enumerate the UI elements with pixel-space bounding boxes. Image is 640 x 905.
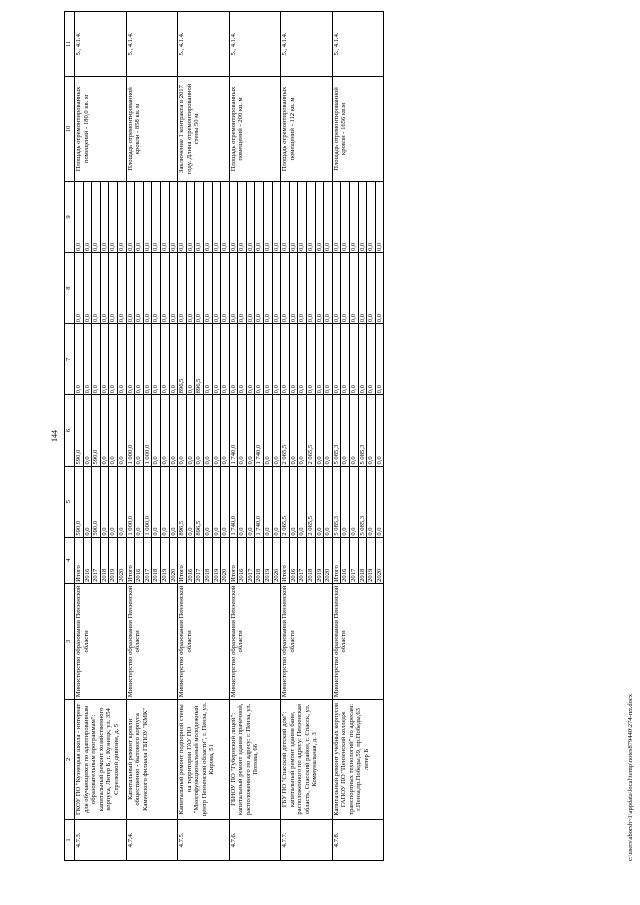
- col9-cell: 0,0: [298, 181, 307, 252]
- col6-cell: 0,0: [186, 395, 195, 466]
- col5-cell: 2 065,5: [307, 466, 316, 537]
- col8-cell: 0,0: [109, 253, 118, 324]
- col6-cell: 0,0: [160, 395, 169, 466]
- col5-cell: 0,0: [272, 466, 281, 537]
- col5-cell: 0,0: [238, 466, 247, 537]
- col5-cell: 1 740,0: [229, 466, 238, 537]
- col8-cell: 0,0: [160, 253, 169, 324]
- indicator-cell: Площадь отремонтированной кровли - 1656 кв.м: [332, 77, 384, 182]
- col5-cell: 0,0: [246, 466, 255, 537]
- col9-cell: 0,0: [238, 181, 247, 252]
- col5-cell: 0,0: [375, 466, 384, 537]
- col6-cell: 1 000,0: [126, 395, 135, 466]
- col5-cell: 0,0: [298, 466, 307, 537]
- col6-cell: 0,0: [169, 395, 178, 466]
- col7-cell: 0,0: [289, 324, 298, 395]
- header-row: [65, 12, 75, 861]
- col6-cell: 0,0: [135, 395, 144, 466]
- col9-cell: 0,0: [272, 181, 281, 252]
- col8-cell: 0,0: [135, 253, 144, 324]
- col7-cell: 0,0: [315, 324, 324, 395]
- col6-cell: 0,0: [117, 395, 126, 466]
- col9-cell: 0,0: [350, 181, 359, 252]
- table-row: [229, 12, 238, 861]
- col9-cell: 0,0: [307, 181, 316, 252]
- year-cell: 2017: [298, 537, 307, 583]
- col8-cell: 0,0: [229, 253, 238, 324]
- col9-cell: 0,0: [143, 181, 152, 252]
- header-cell: 11: [65, 12, 75, 77]
- col6-cell: 0,0: [324, 395, 333, 466]
- year-cell: 2019: [212, 537, 221, 583]
- page-number: 144: [50, 430, 59, 442]
- col8-cell: 0,0: [83, 253, 92, 324]
- col5-cell: 0,0: [341, 466, 350, 537]
- col5-cell: 0,0: [160, 466, 169, 537]
- year-cell: 2016: [238, 537, 247, 583]
- col6-cell: 0,0: [350, 395, 359, 466]
- year-cell: 2019: [109, 537, 118, 583]
- col5-cell: 896,5: [195, 466, 204, 537]
- year-cell: 2017: [350, 537, 359, 583]
- col9-cell: 0,0: [255, 181, 264, 252]
- executor-cell: Министерство образования Пензенской области: [178, 583, 230, 699]
- col7-cell: 896,5: [195, 324, 204, 395]
- col9-cell: 0,0: [324, 181, 333, 252]
- col9-cell: 0,0: [135, 181, 144, 252]
- col8-cell: 0,0: [169, 253, 178, 324]
- col9-cell: 0,0: [289, 181, 298, 252]
- col7-cell: 0,0: [255, 324, 264, 395]
- col7-cell: 0,0: [350, 324, 359, 395]
- year-cell: 2016: [341, 537, 350, 583]
- col8-cell: 0,0: [315, 253, 324, 324]
- item-name-cell: Капитальный ремонт учебных корпусов ГАПОУ ПО "Пензенский колледж транспортных технологий" по адресам: г.Пенза,пр.Победы,59, пр.Победы,63 литер Б: [332, 699, 384, 819]
- item-name-cell: Капитальный ремонт кровли общественно - бытового корпуса Каменского филиала ГБПОУ "КМК": [126, 699, 178, 819]
- indicator-cell: Заключение 1 контракта в 2017 году. Длина отремонтированной стены 50 м: [178, 77, 230, 182]
- year-cell: 2019: [367, 537, 376, 583]
- col8-cell: 0,0: [195, 253, 204, 324]
- col7-cell: 0,0: [281, 324, 290, 395]
- header-cell: 7: [65, 324, 75, 395]
- col8-cell: 0,0: [212, 253, 221, 324]
- col9-cell: 0,0: [160, 181, 169, 252]
- year-cell: 2017: [195, 537, 204, 583]
- rotated-page-content: [52, 11, 632, 861]
- table-row: [75, 12, 84, 861]
- col7-cell: 0,0: [100, 324, 109, 395]
- item-number-cell: 4.7.8.: [332, 819, 384, 860]
- year-cell: 2018: [307, 537, 316, 583]
- col5-cell: 5 085,3: [332, 466, 341, 537]
- col9-cell: 0,0: [341, 181, 350, 252]
- col7-cell: 0,0: [117, 324, 126, 395]
- col6-cell: 0,0: [289, 395, 298, 466]
- col6-cell: 0,0: [367, 395, 376, 466]
- col7-cell: 0,0: [92, 324, 101, 395]
- year-cell: 2018: [100, 537, 109, 583]
- col9-cell: 0,0: [169, 181, 178, 252]
- year-cell: Итого: [178, 537, 187, 583]
- col8-cell: 0,0: [221, 253, 230, 324]
- col5-cell: 2 065,5: [281, 466, 290, 537]
- col7-cell: 0,0: [75, 324, 84, 395]
- item-number-cell: 4.7.4.: [126, 819, 178, 860]
- col5-cell: 0,0: [212, 466, 221, 537]
- col8-cell: 0,0: [246, 253, 255, 324]
- col7-cell: 0,0: [341, 324, 350, 395]
- col7-cell: 0,0: [375, 324, 384, 395]
- col6-cell: 5 085,3: [358, 395, 367, 466]
- year-cell: 2020: [169, 537, 178, 583]
- col6-cell: 0,0: [264, 395, 273, 466]
- table-row: [178, 12, 187, 861]
- col5-cell: 1 000,0: [143, 466, 152, 537]
- col7-cell: 896,5: [178, 324, 187, 395]
- footer-file-path: c:\users\aborsh~1\appdata\local\temp\notes879440\274-пп.docx: [627, 694, 634, 861]
- col9-cell: 0,0: [178, 181, 187, 252]
- reference-cell: 5., 4.1.4.: [281, 12, 333, 77]
- year-cell: 2019: [264, 537, 273, 583]
- item-number-cell: 4.7.3.: [75, 819, 127, 860]
- col6-cell: 590,0: [92, 395, 101, 466]
- col9-cell: 0,0: [315, 181, 324, 252]
- indicator-cell: Площадь отремонтированной кровли - 858 кв. м: [126, 77, 178, 182]
- item-name-cell: ГКОУ ПО "Кузнецкая школа - интернат для обучающихся по адаптированным образовательным программам": капитальный ремонт хозяйственного корпуса, Литер Б, г. Кузнецк, ул. 354 Стрелковой дивизии, д. 5: [75, 699, 127, 819]
- col6-cell: 0,0: [109, 395, 118, 466]
- col8-cell: 0,0: [143, 253, 152, 324]
- year-cell: Итого: [332, 537, 341, 583]
- year-cell: 2017: [143, 537, 152, 583]
- header-cell: 4: [65, 537, 75, 583]
- col7-cell: 0,0: [221, 324, 230, 395]
- col9-cell: 0,0: [100, 181, 109, 252]
- col8-cell: 0,0: [264, 253, 273, 324]
- col7-cell: 0,0: [160, 324, 169, 395]
- header-cell: 2: [65, 699, 75, 819]
- col9-cell: 0,0: [221, 181, 230, 252]
- col6-cell: 590,0: [75, 395, 84, 466]
- col9-cell: 0,0: [332, 181, 341, 252]
- col9-cell: 0,0: [83, 181, 92, 252]
- col8-cell: 0,0: [289, 253, 298, 324]
- col5-cell: 0,0: [289, 466, 298, 537]
- year-cell: Итого: [281, 537, 290, 583]
- col9-cell: 0,0: [126, 181, 135, 252]
- year-cell: 2020: [117, 537, 126, 583]
- col8-cell: 0,0: [255, 253, 264, 324]
- col7-cell: 0,0: [264, 324, 273, 395]
- col9-cell: 0,0: [117, 181, 126, 252]
- executor-cell: Министерство образования Пензенской области: [332, 583, 384, 699]
- col9-cell: 0,0: [358, 181, 367, 252]
- col7-cell: 0,0: [143, 324, 152, 395]
- col9-cell: 0,0: [186, 181, 195, 252]
- col7-cell: 0,0: [229, 324, 238, 395]
- col9-cell: 0,0: [109, 181, 118, 252]
- col5-cell: 0,0: [152, 466, 161, 537]
- col8-cell: 0,0: [238, 253, 247, 324]
- col8-cell: 0,0: [367, 253, 376, 324]
- col5-cell: 0,0: [100, 466, 109, 537]
- col8-cell: 0,0: [126, 253, 135, 324]
- col6-cell: 1 000,0: [143, 395, 152, 466]
- col5-cell: 1 740,0: [255, 466, 264, 537]
- col6-cell: 0,0: [212, 395, 221, 466]
- year-cell: 2020: [221, 537, 230, 583]
- indicator-cell: Площадь отремонтированных помещений - 112 кв. м: [281, 77, 333, 182]
- col9-cell: 0,0: [203, 181, 212, 252]
- col8-cell: 0,0: [100, 253, 109, 324]
- year-cell: 2016: [135, 537, 144, 583]
- header-cell: 5: [65, 466, 75, 537]
- col5-cell: 0,0: [203, 466, 212, 537]
- year-cell: 2018: [203, 537, 212, 583]
- header-cell: 3: [65, 583, 75, 699]
- col7-cell: 0,0: [83, 324, 92, 395]
- col6-cell: 0,0: [152, 395, 161, 466]
- col6-cell: 0,0: [315, 395, 324, 466]
- col6-cell: 0,0: [238, 395, 247, 466]
- year-cell: Итого: [75, 537, 84, 583]
- col7-cell: 0,0: [212, 324, 221, 395]
- col5-cell: 1 000,0: [126, 466, 135, 537]
- col7-cell: 0,0: [324, 324, 333, 395]
- table-row: [332, 12, 341, 861]
- col7-cell: 0,0: [367, 324, 376, 395]
- col8-cell: 0,0: [281, 253, 290, 324]
- executor-cell: Министерство образования Пензенской области: [75, 583, 127, 699]
- col8-cell: 0,0: [178, 253, 187, 324]
- col8-cell: 0,0: [375, 253, 384, 324]
- col9-cell: 0,0: [195, 181, 204, 252]
- col6-cell: 1 740,0: [255, 395, 264, 466]
- col7-cell: 0,0: [186, 324, 195, 395]
- item-number-cell: 4.7.7.: [281, 819, 333, 860]
- year-cell: Итого: [126, 537, 135, 583]
- executor-cell: Министерство образования Пензенской области: [229, 583, 281, 699]
- col8-cell: 0,0: [350, 253, 359, 324]
- col6-cell: 1 740,0: [229, 395, 238, 466]
- col9-cell: 0,0: [92, 181, 101, 252]
- col8-cell: 0,0: [203, 253, 212, 324]
- indicator-cell: Площадь отремонтированных помещений - 180,0 кв. м: [75, 77, 127, 182]
- col6-cell: 0,0: [221, 395, 230, 466]
- col6-cell: 0,0: [272, 395, 281, 466]
- col7-cell: 0,0: [246, 324, 255, 395]
- col5-cell: 896,5: [178, 466, 187, 537]
- reference-cell: 5., 4.1.4.: [126, 12, 178, 77]
- item-number-cell: 4.7.6.: [229, 819, 281, 860]
- col9-cell: 0,0: [264, 181, 273, 252]
- col6-cell: 0,0: [375, 395, 384, 466]
- year-cell: 2020: [272, 537, 281, 583]
- table-row: [281, 12, 290, 861]
- table-row: [126, 12, 135, 861]
- reference-cell: 5., 4.1.4.: [332, 12, 384, 77]
- year-cell: 2019: [315, 537, 324, 583]
- col6-cell: 2 065,5: [307, 395, 316, 466]
- program-table: [64, 11, 384, 861]
- col5-cell: 0,0: [169, 466, 178, 537]
- col6-cell: 0,0: [341, 395, 350, 466]
- year-cell: 2018: [152, 537, 161, 583]
- col5-cell: 590,0: [92, 466, 101, 537]
- header-cell: 8: [65, 253, 75, 324]
- col8-cell: 0,0: [272, 253, 281, 324]
- col6-cell: 0,0: [246, 395, 255, 466]
- year-cell: 2020: [375, 537, 384, 583]
- col6-cell: 0,0: [298, 395, 307, 466]
- col7-cell: 0,0: [203, 324, 212, 395]
- col8-cell: 0,0: [341, 253, 350, 324]
- col7-cell: 0,0: [135, 324, 144, 395]
- item-number-cell: 4.7.5.: [178, 819, 230, 860]
- header-cell: 1: [65, 819, 75, 860]
- year-cell: 2019: [160, 537, 169, 583]
- reference-cell: 5., 4.1.4.: [229, 12, 281, 77]
- year-cell: 2017: [92, 537, 101, 583]
- col6-cell: 0,0: [100, 395, 109, 466]
- col7-cell: 0,0: [126, 324, 135, 395]
- col5-cell: 0,0: [221, 466, 230, 537]
- col6-cell: 5 085,3: [332, 395, 341, 466]
- year-cell: 2018: [358, 537, 367, 583]
- col7-cell: 0,0: [238, 324, 247, 395]
- col9-cell: 0,0: [375, 181, 384, 252]
- col8-cell: 0,0: [186, 253, 195, 324]
- col9-cell: 0,0: [367, 181, 376, 252]
- col6-cell: 0,0: [203, 395, 212, 466]
- col5-cell: 0,0: [117, 466, 126, 537]
- col5-cell: 0,0: [367, 466, 376, 537]
- reference-cell: 5., 4.1.4.: [178, 12, 230, 77]
- year-cell: 2016: [83, 537, 92, 583]
- col7-cell: 0,0: [169, 324, 178, 395]
- col7-cell: 0,0: [298, 324, 307, 395]
- table-body: [75, 12, 384, 861]
- year-cell: 2018: [255, 537, 264, 583]
- item-name-cell: ГБУ ПО "Спасский детский дом": капитальный ремонт здания бани, расположенного по адресу: Пензенская область, Спасский район, г. Спасск, ул. Коммунальная, д. 3: [281, 699, 333, 819]
- col5-cell: 0,0: [350, 466, 359, 537]
- reference-cell: 5., 4.1.4.: [75, 12, 127, 77]
- col6-cell: 0,0: [195, 395, 204, 466]
- item-name-cell: ГБНОУ ПО "Губернский лицей": капитальный ремонт здания прачечной, расположенного по адресу: г. Пенза, ул. Попова, 66: [229, 699, 281, 819]
- col7-cell: 0,0: [152, 324, 161, 395]
- col8-cell: 0,0: [332, 253, 341, 324]
- executor-cell: Министерство образования Пензенской области: [126, 583, 178, 699]
- col5-cell: 0,0: [109, 466, 118, 537]
- col7-cell: 0,0: [109, 324, 118, 395]
- col9-cell: 0,0: [281, 181, 290, 252]
- col8-cell: 0,0: [298, 253, 307, 324]
- col8-cell: 0,0: [92, 253, 101, 324]
- col5-cell: 0,0: [315, 466, 324, 537]
- header-cell: 6: [65, 395, 75, 466]
- col5-cell: 0,0: [135, 466, 144, 537]
- col5-cell: 0,0: [186, 466, 195, 537]
- year-cell: Итого: [229, 537, 238, 583]
- col5-cell: 0,0: [324, 466, 333, 537]
- year-cell: 2017: [246, 537, 255, 583]
- col5-cell: 0,0: [264, 466, 273, 537]
- col7-cell: 0,0: [332, 324, 341, 395]
- col8-cell: 0,0: [152, 253, 161, 324]
- col6-cell: 0,0: [83, 395, 92, 466]
- col8-cell: 0,0: [358, 253, 367, 324]
- col7-cell: 0,0: [358, 324, 367, 395]
- header-cell: 10: [65, 77, 75, 182]
- col5-cell: 5 085,3: [358, 466, 367, 537]
- year-cell: 2016: [186, 537, 195, 583]
- col9-cell: 0,0: [212, 181, 221, 252]
- item-name-cell: Капитальный ремонт подпорной стены на территории ГАУ ПО "Многофункциональный молодежный центр Пензенской области", г. Пенза, ул. Кирова, 51: [178, 699, 230, 819]
- col9-cell: 0,0: [229, 181, 238, 252]
- col8-cell: 0,0: [117, 253, 126, 324]
- col7-cell: 0,0: [307, 324, 316, 395]
- header-cell: 9: [65, 181, 75, 252]
- col8-cell: 0,0: [324, 253, 333, 324]
- col8-cell: 0,0: [75, 253, 84, 324]
- col5-cell: 0,0: [83, 466, 92, 537]
- col5-cell: 590,0: [75, 466, 84, 537]
- col9-cell: 0,0: [75, 181, 84, 252]
- col8-cell: 0,0: [307, 253, 316, 324]
- col9-cell: 0,0: [152, 181, 161, 252]
- col7-cell: 0,0: [272, 324, 281, 395]
- year-cell: 2020: [324, 537, 333, 583]
- col6-cell: 0,0: [178, 395, 187, 466]
- executor-cell: Министерство образования Пензенской области: [281, 583, 333, 699]
- col9-cell: 0,0: [246, 181, 255, 252]
- indicator-cell: Площадь отремонтированных помещений - 200 кв. м: [229, 77, 281, 182]
- year-cell: 2016: [289, 537, 298, 583]
- col6-cell: 2 065,5: [281, 395, 290, 466]
